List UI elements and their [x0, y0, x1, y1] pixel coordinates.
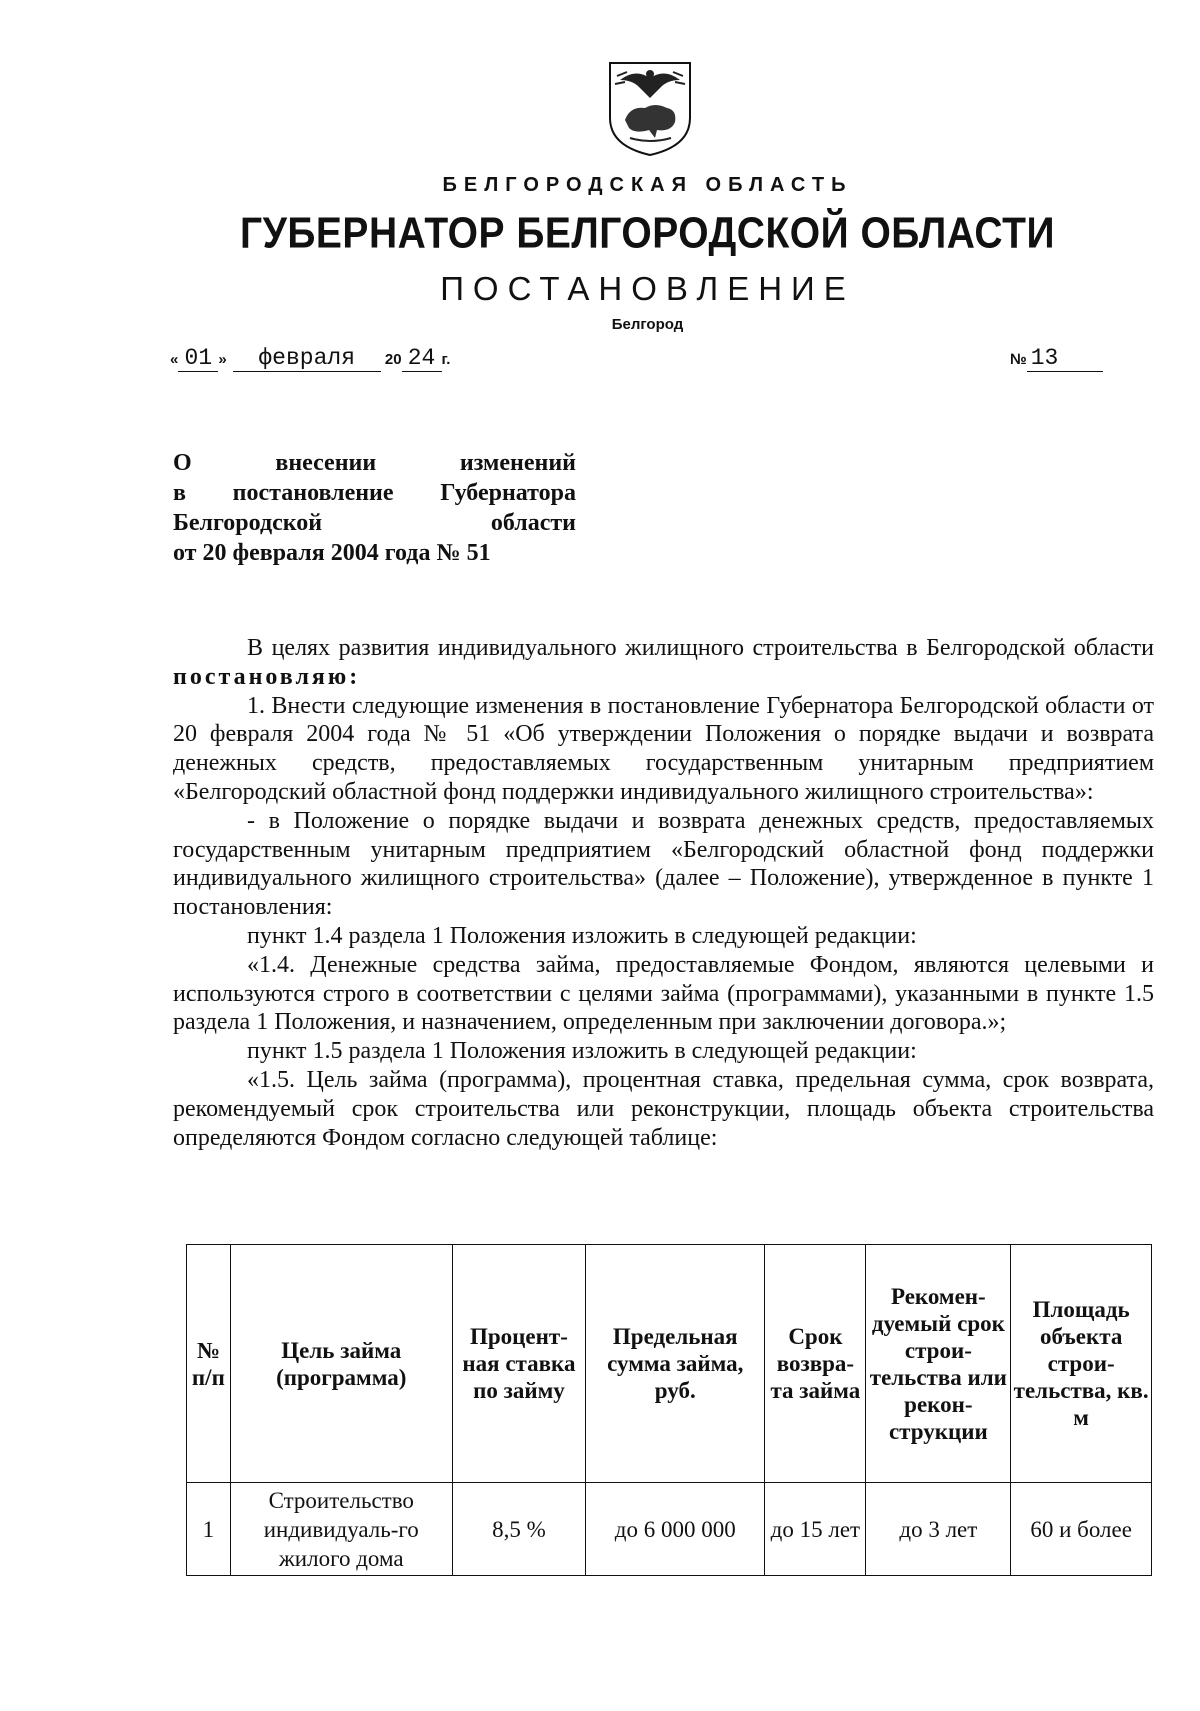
document-type: ПОСТАНОВЛЕНИЕ — [440, 270, 855, 307]
table-cell: 1 — [187, 1483, 231, 1576]
column-header: Предельная сумма займа, руб. — [586, 1245, 765, 1483]
paragraph-preamble — [173, 634, 1154, 692]
governor-title: ГУБЕРНАТОР БЕЛГОРОДСКОЙ ОБЛАСТИ — [240, 209, 1055, 258]
subject-line: Белгородской области — [173, 510, 576, 536]
coat-of-arms-icon — [605, 58, 695, 158]
document-number — [1010, 345, 1103, 372]
paragraph-3: пункт 1.4 раздела 1 Положения изложить в следующей редакции: — [247, 922, 917, 949]
document-date — [170, 345, 450, 372]
preamble-resolve: постановляю: — [173, 663, 361, 690]
paragraph-1: 1. Внести следующие изменения в постановление Губернатора Белгородской области от 20 февраля 2004 года № 51 «Об утверждении Положения о порядке выдачи и возврата денежных средств, предоставляемых государственным унитарным предприятием «Белгородский областной фонд поддержки индивидуального жилищного строительства»: — [173, 692, 1154, 805]
paragraph-6: «1.5. Цель займа (программа), процентная ставка, предельная сумма, срок возврата, рекомендуемый срок строительства или реконструкции, площадь объекта строительства определяются Фондом согласно следующей таблице: — [173, 1066, 1154, 1151]
column-header: № п/п — [187, 1245, 231, 1483]
date-day: 01 — [178, 345, 218, 372]
table-cell: 8,5 % — [452, 1483, 585, 1576]
date-year-prefix: 20 — [384, 351, 402, 368]
number-value: 13 — [1027, 345, 1103, 372]
subject-line: в постановление Губернатора — [173, 480, 576, 506]
table-row — [187, 1483, 1152, 1576]
loan-terms-table — [186, 1244, 1152, 1576]
city-name: Белгород — [611, 316, 684, 333]
paragraph-2: - в Положение о порядке выдачи и возврата денежных средств, предоставляемых государственным унитарным предприятием «Белгородский областной фонд поддержки индивидуального жилищного строительства» (далее – Положение), утвержденное в пункте 1 постановления: — [173, 807, 1154, 921]
number-label: № — [1010, 351, 1027, 368]
document-subject — [173, 448, 576, 568]
column-header: Площадь объекта строи-тельства, кв. м — [1011, 1245, 1152, 1483]
date-close-quote: » — [218, 351, 227, 368]
subject-line: от 20 февраля 2004 года № 51 — [173, 540, 491, 566]
paragraph-5: пункт 1.5 раздела 1 Положения изложить в следующей редакции: — [247, 1038, 917, 1065]
column-header: Процент-ная ставка по займу — [452, 1245, 585, 1483]
table-cell: Строительство индивидуаль-го жилого дома — [230, 1483, 452, 1576]
date-year: 24 — [402, 345, 442, 372]
table-cell: до 3 лет — [866, 1483, 1011, 1576]
region-title: БЕЛГОРОДСКАЯ ОБЛАСТЬ — [442, 174, 853, 196]
column-header: Рекомен-дуемый срок строи-тельства или рекон-струкции — [866, 1245, 1011, 1483]
table-header-row — [187, 1245, 1152, 1483]
date-month: февраля — [233, 345, 381, 372]
table-cell: до 6 000 000 — [586, 1483, 765, 1576]
column-header: Срок возвра-та займа — [765, 1245, 866, 1483]
date-year-label: г. — [441, 351, 451, 368]
subject-line: О внесении изменений — [173, 450, 576, 476]
table-cell: 60 и более — [1011, 1483, 1152, 1576]
preamble-text: В целях развития индивидуального жилищного строительства в Белгородской области — [247, 635, 1154, 661]
column-header: Цель займа (программа) — [230, 1245, 452, 1483]
table-cell: до 15 лет — [765, 1483, 866, 1576]
paragraph-4: «1.4. Денежные средства займа, предоставляемые Фондом, являются целевыми и используются строго в соответствии с целями займа (программами), указанными в пункте 1.5 раздела 1 Положения, и назначением, определенным при заключении договора.»; — [173, 951, 1154, 1036]
date-open-quote: « — [170, 351, 179, 368]
document-body — [173, 634, 1154, 1152]
